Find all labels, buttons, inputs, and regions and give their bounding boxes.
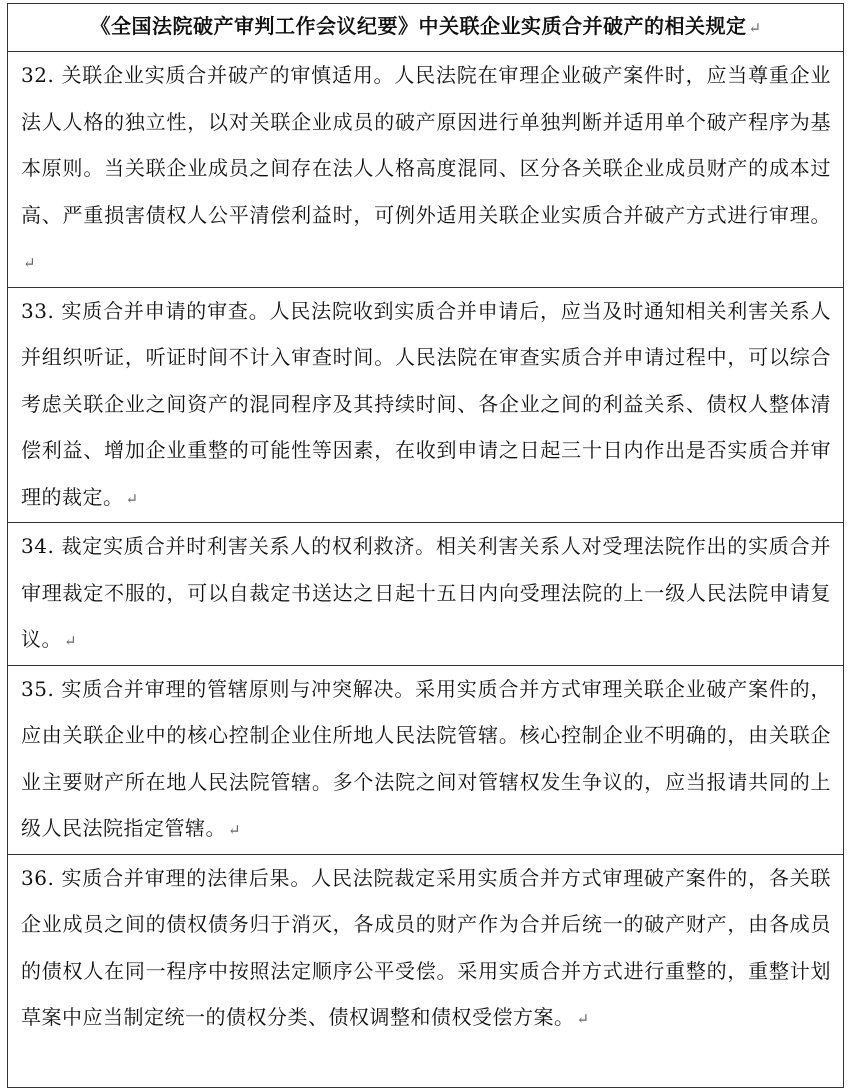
paragraph-mark-icon: ↵ bbox=[23, 254, 37, 272]
article-cell bbox=[8, 287, 844, 523]
paragraph-mark-icon: ↵ bbox=[228, 821, 242, 839]
article-row bbox=[8, 854, 844, 1087]
article-33-text: 33. 实质合并申请的审查。人民法院收到实质合并申请后，应当及时通知相关利害关系人并组织听证，听证时间不计入审查时间。人民法院在审查实质合并申请过程中，可以综合考虑关联企业之间资产的混同程序及其持续时间、各企业之间的利益关系、债权人整体清偿利益、增加企业重整的可能性等因素，在收到申请之日起三十日内作出是否实质合并审理的裁定。 ↵ bbox=[21, 298, 831, 509]
paragraph-mark-icon: ↵ bbox=[576, 1010, 590, 1028]
paragraph-mark-icon: ↵ bbox=[64, 632, 78, 650]
article-row bbox=[8, 52, 844, 288]
article-34-text: 34. 裁定实质合并时利害关系人的权利救济。相关利害关系人对受理法院作出的实质合并审理裁定不服的，可以自裁定书送达之日起十五日内向受理法院的上一级人民法院申请复议。 ↵ bbox=[21, 534, 831, 651]
article-cell bbox=[8, 523, 844, 666]
article-36-text: 36. 实质合并审理的法律后果。人民法院裁定采用实质合并方式审理破产案件的，各关联企业成员之间的债权债务归于消灭，各成员的财产作为合并后统一的破产财产，由各成员的债权人在同一程序中按照法定顺序公平受偿。采用实质合并方式进行重整的，重整计划草案中应当制定统一的债权分类、债权调整和债权受偿方案。 ↵ bbox=[21, 865, 831, 1029]
article-cell bbox=[8, 665, 844, 854]
article-35-text: 35. 实质合并审理的管辖原则与冲突解决。采用实质合并方式审理关联企业破产案件的，应由关联企业中的核心控制企业住所地人民法院管辖。核心控制企业不明确的，由关联企业主要财产所在地人民法院管辖。多个法院之间对管辖权发生争议的，应当报请共同的上级人民法院指定管辖。 ↵ bbox=[21, 676, 831, 840]
regulation-table bbox=[7, 3, 844, 1088]
table-title-cell bbox=[8, 4, 844, 52]
paragraph-mark-icon: ↵ bbox=[125, 489, 139, 508]
document-title: 《全国法院破产审判工作会议纪要》中关联企业实质合并破产的相关规定 bbox=[90, 14, 747, 38]
article-32-text: 32. 关联企业实质合并破产的审慎适用。人民法院在审理企业破产案件时，应当尊重企业法人人格的独立性，以对关联企业成员的破产原因进行单独判断并适用单个破产程序为基本原则。当关联企业成员之间存在法人人格高度混同、区分各关联企业成员财产的成本过高、严重损害债权人公平清偿利益时，可例外适用关联企业实质合并破产方式进行审理。↵ bbox=[21, 63, 831, 272]
table-title-row bbox=[8, 4, 844, 52]
article-row bbox=[8, 665, 844, 854]
article-cell bbox=[8, 52, 844, 288]
article-cell bbox=[8, 854, 844, 1087]
article-row bbox=[8, 523, 844, 666]
article-row bbox=[8, 287, 844, 523]
paragraph-mark-icon: ↵ bbox=[748, 19, 762, 37]
